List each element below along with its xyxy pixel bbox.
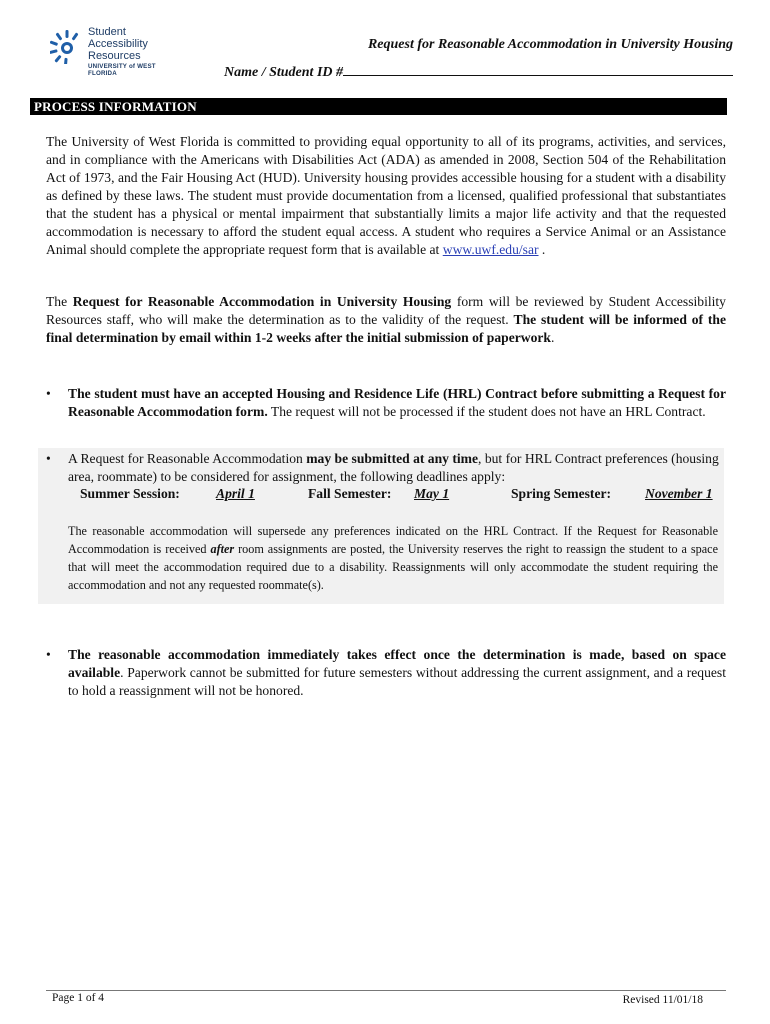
section-header-bar: [30, 98, 727, 115]
name-student-id-label: Name / Student ID #: [223, 65, 343, 80]
spring-label: Spring Semester:: [511, 486, 612, 501]
uwf-sar-link[interactable]: www.uwf.edu/sar: [442, 242, 539, 257]
name-student-id-field[interactable]: [343, 62, 733, 76]
logo-university: UNIVERSITY of WEST FLORIDA: [88, 63, 156, 77]
footer-divider: [46, 990, 726, 991]
revision-date: Revised 11/01/18: [622, 994, 703, 1006]
spring-deadline: November 1: [645, 486, 713, 501]
intro-paragraph: The University of West Florida is committed to providing equal opportunity to all of its programs, activities, and services, and in compliance with the Americans with Disabilities Act (ADA) as amended in 2008, Section 504 of the Rehabilitation Act of 1973, and the Fair Housing Act (HUD). University housing provides accessible housing for a student with a disability as defined by these laws. The student must provide documentation from a licensed, qualified professional that substantiates that the student has a physical or mental impairment that substantially limits a major life activity and that the requested accommodation is necessary to afford the student equal access. A student who requires a Service Animal or an Assistance Animal should complete the appropriate request form that is available at www.uwf.edu/sar .: [46, 134, 726, 257]
summer-deadline: April 1: [216, 486, 255, 501]
review-paragraph: The Request for Reasonable Accommodation in University Housing form will be reviewed by Student Accessibility Resources staff, who will make the determination as to the validity of the request. The student will be informed of the final determination by email within 1-2 weeks after the initial submission of paperwork.: [46, 294, 726, 345]
page-number: Page 1 of 4: [52, 992, 105, 1004]
sunburst-icon: [50, 28, 84, 64]
name-student-id-line: [224, 62, 733, 81]
sar-logo: [50, 24, 180, 77]
fall-deadline: May 1: [414, 486, 450, 501]
bullet-icon: •: [46, 451, 51, 466]
section-title: PROCESS INFORMATION: [34, 99, 197, 114]
logo-subtitle: Resources: [88, 50, 141, 62]
document-title: Request for Reasonable Accommodation in University Housing: [367, 37, 733, 52]
bullet-icon: •: [46, 647, 51, 662]
bullet-icon: •: [46, 386, 51, 401]
supersede-note: The reasonable accommodation will supersede any preferences indicated on the HRL Contract. If the Request for Reasonable Accommodation is received after room assignments are posted, the University reserves the right to reassign the student to a space that will meet the accommodation required due to a disability. Reassignments will only accommodate the student requiring the accommodation and not any requested roommate(s).: [68, 524, 718, 592]
summer-label: Summer Session:: [80, 486, 180, 501]
logo-title: Student Accessibility: [88, 26, 148, 50]
fall-label: Fall Semester:: [308, 486, 392, 501]
